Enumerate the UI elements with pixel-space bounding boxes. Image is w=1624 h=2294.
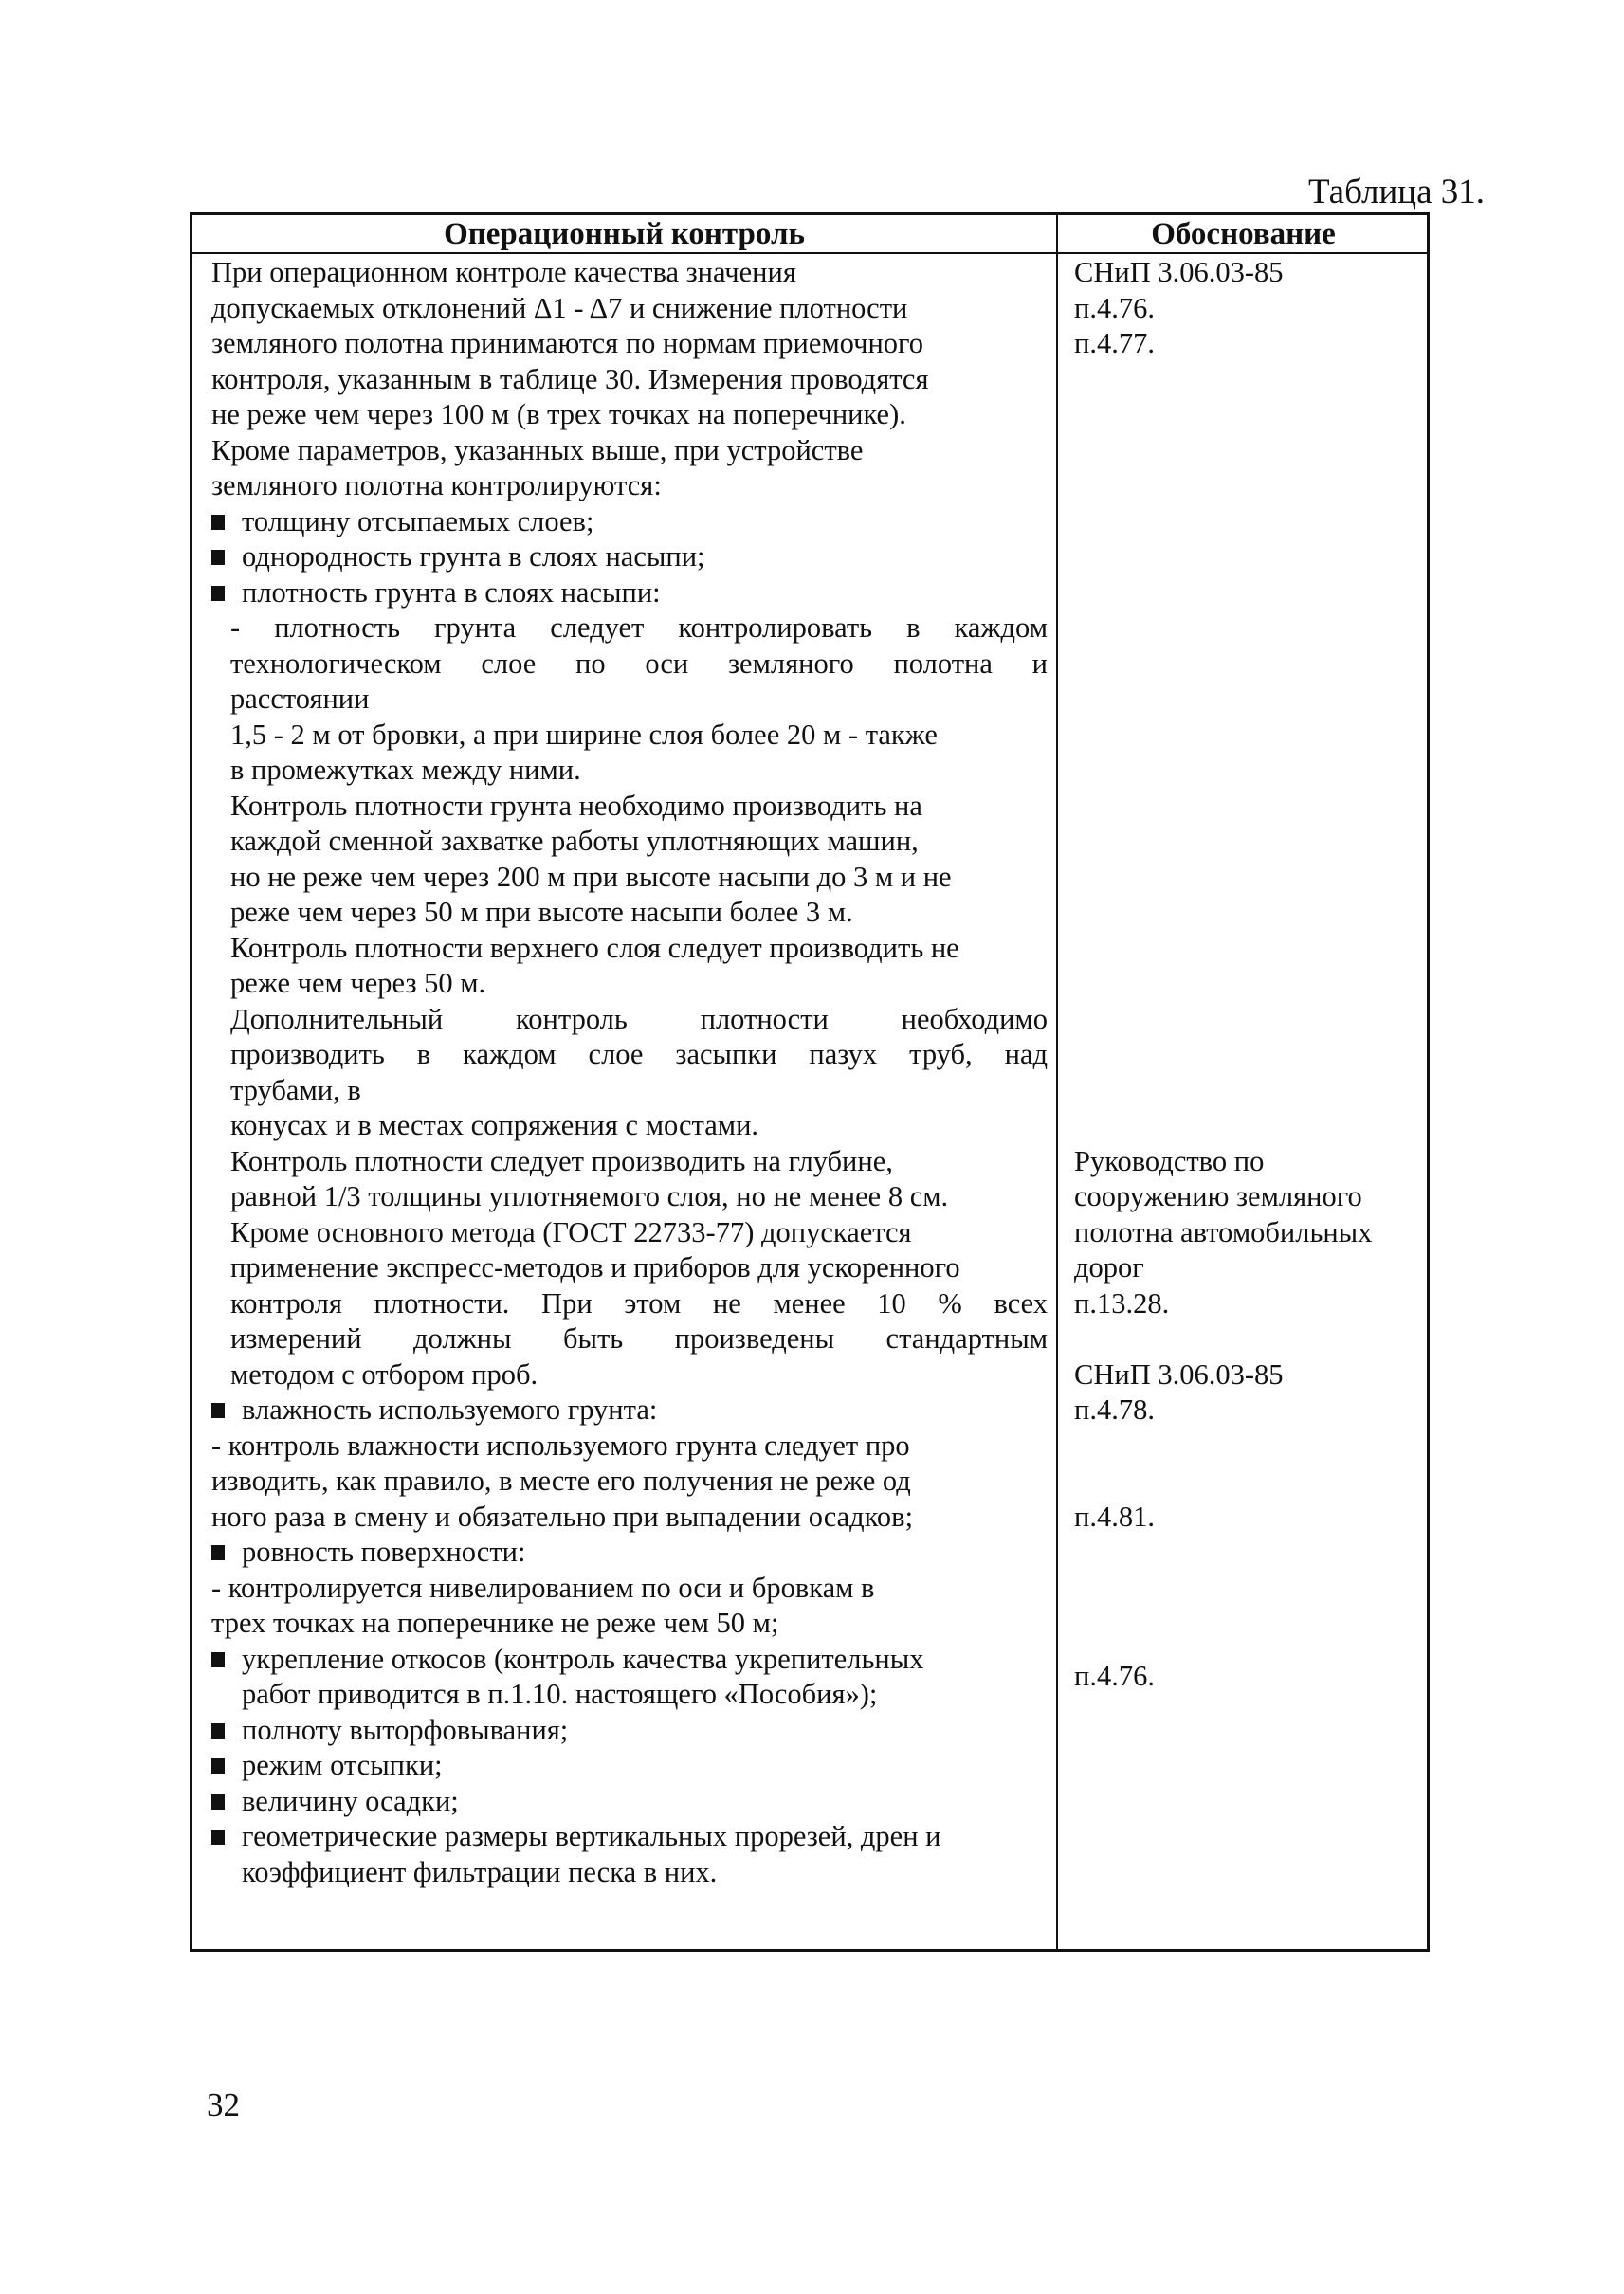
bullet-square-icon: [211, 550, 225, 565]
text-line: земляного полотна контролируются:: [211, 469, 662, 501]
text-line: реже чем через 50 м при высоте насыпи более 3 м.: [230, 896, 853, 928]
text-line: Кроме параметров, указанных выше, при устройстве: [211, 433, 864, 466]
header-divider: [192, 252, 1427, 254]
text-line: Дополнительный контроль плотности необходимо: [230, 1002, 1048, 1035]
bullet-square-icon: [211, 515, 225, 530]
text-line: равной 1/3 толщины уплотняемого слоя, но не менее 8 см.: [230, 1180, 949, 1212]
bullet-square-icon: [211, 586, 225, 601]
text-line: в промежутках между ними.: [230, 754, 581, 786]
basis-ref: полотна автомобильных: [1074, 1215, 1373, 1248]
text-line: ного раза в смену и обязательно при выпадении осадков;: [211, 1500, 914, 1533]
text-line: Контроль плотности грунта необходимо производить на: [230, 789, 922, 822]
page-number: 32: [207, 2086, 240, 2123]
bullet-text: толщину отсыпаемых слоев;: [242, 504, 594, 537]
bullet-square-icon: [211, 1723, 225, 1739]
bullet-item: [211, 1748, 1048, 1784]
basis-ref: п.4.78.: [1074, 1393, 1155, 1426]
text-line: - плотность грунта следует контролировать в каждом: [230, 611, 1048, 644]
text-line: 1,5 - 2 м от бровки, а при ширине слоя более 20 м - также: [230, 718, 938, 751]
text-line: Контроль плотности следует производить на глубине,: [230, 1144, 893, 1177]
bullet-item: [211, 1713, 1048, 1749]
text-line: контроля плотности. При этом не менее 10 % всех: [230, 1286, 1048, 1320]
bullet-item: [211, 1535, 1048, 1571]
text-line: но не реже чем через 200 м при высоте насыпи до 3 м и не: [230, 860, 952, 893]
table-caption: Таблица 31.: [1308, 173, 1485, 211]
text-line: измерений должны быть произведены стандартным: [230, 1322, 1048, 1355]
text-line: расстоянии: [230, 683, 370, 715]
text-line: Контроль плотности верхнего слоя следует производить не: [230, 931, 959, 964]
basis-ref: п.4.76.: [1074, 1660, 1155, 1692]
basis-ref: п.13.28.: [1074, 1286, 1170, 1320]
text-line: конусах и в местах сопряжения с мостами.: [230, 1109, 759, 1141]
basis-spacer: [1074, 1429, 1425, 1500]
basis-ref: сооружению земляного: [1074, 1180, 1362, 1212]
bullet-square-icon: [211, 1830, 225, 1845]
bullet-item: [211, 1819, 1048, 1855]
text-line: земляного полотна принимаются по нормам приемочного: [211, 327, 924, 359]
header-operational-control: Операционный контроль: [444, 217, 805, 251]
bullet-item: [211, 539, 1048, 575]
bullet-text: режим отсыпки;: [242, 1749, 443, 1781]
bullet-square-icon: [211, 1794, 225, 1810]
text-line: При операционном контроле качества значения: [211, 256, 796, 288]
bullet-text: влажность используемого грунта:: [242, 1393, 658, 1426]
text-line: - контроль влажности используемого грунта следует про: [211, 1429, 910, 1462]
bullet-text: геометрические размеры вертикальных прорезей, дрен и: [242, 1820, 941, 1852]
text-line: работ приводится в п.1.10. настоящего «Пособия»);: [242, 1678, 878, 1710]
bullet-text: полноту выторфовывания;: [242, 1713, 569, 1746]
basis-ref: СНиП 3.06.03-85: [1074, 1357, 1284, 1391]
control-table: [190, 212, 1430, 1952]
bullet-item: [211, 1784, 1048, 1820]
bullet-item: [211, 1393, 1048, 1429]
text-line: применение экспресс-методов и приборов для ускоренного: [230, 1251, 960, 1284]
text-line: коэффициент фильтрации песка в них.: [242, 1855, 718, 1888]
bullet-text: величину осадки;: [242, 1784, 459, 1817]
text-line: контроля, указанным в таблице 30. Измерения проводятся: [211, 362, 929, 395]
operational-control-cell: [211, 255, 1048, 1890]
header-basis: Обоснование: [1151, 217, 1336, 251]
bullet-text: укрепление откосов (контроль качества укрепительных: [242, 1642, 924, 1675]
text-line: методом с отбором проб.: [230, 1357, 538, 1391]
bullet-item: [211, 504, 1048, 540]
bullet-item: [211, 1642, 1048, 1678]
bullet-square-icon: [211, 1403, 225, 1418]
text-line: не реже чем через 100 м (в трех точках на поперечнике).: [211, 398, 906, 430]
basis-ref: п.4.77.: [1074, 327, 1155, 359]
basis-spacer: [1074, 1321, 1425, 1357]
text-line: допускаемых отклонений Δ1 - Δ7 и снижение плотности: [211, 291, 908, 324]
basis-cell: [1074, 255, 1425, 1695]
bullet-item: [211, 575, 1048, 611]
text-line: производить в каждом слое засыпки пазух труб, над: [230, 1038, 1048, 1070]
bullet-text: плотность грунта в слоях насыпи:: [242, 575, 661, 609]
basis-spacer: [1074, 1535, 1425, 1659]
basis-ref: п.4.81.: [1074, 1500, 1155, 1533]
basis-ref: дорог: [1074, 1251, 1144, 1284]
text-line: реже чем через 50 м.: [230, 967, 486, 999]
text-line: Кроме основного метода (ГОСТ 22733-77) допускается: [230, 1215, 912, 1248]
text-line: технологическом слое по оси земляного полотна и: [230, 646, 1048, 680]
text-line: каждой сменной захватке работы уплотняющих машин,: [230, 825, 919, 857]
bullet-text: ровность поверхности:: [242, 1536, 526, 1568]
bullet-square-icon: [211, 1758, 225, 1774]
basis-spacer: [1074, 362, 1425, 1144]
bullet-square-icon: [211, 1545, 225, 1560]
text-line: изводить, как правило, в месте его получения не реже од: [211, 1465, 911, 1497]
basis-ref: СНиП 3.06.03-85: [1074, 256, 1284, 288]
column-divider: [1056, 215, 1058, 1949]
basis-ref: п.4.76.: [1074, 291, 1155, 324]
basis-ref: Руководство по: [1074, 1144, 1265, 1177]
bullet-square-icon: [211, 1652, 225, 1667]
text-line: - контролируется нивелированием по оси и бровкам в: [211, 1571, 875, 1604]
bullet-text: однородность грунта в слоях насыпи;: [242, 540, 705, 573]
text-line: трех точках на поперечнике не реже чем 50 м;: [211, 1607, 779, 1639]
text-line: трубами, в: [230, 1073, 361, 1106]
